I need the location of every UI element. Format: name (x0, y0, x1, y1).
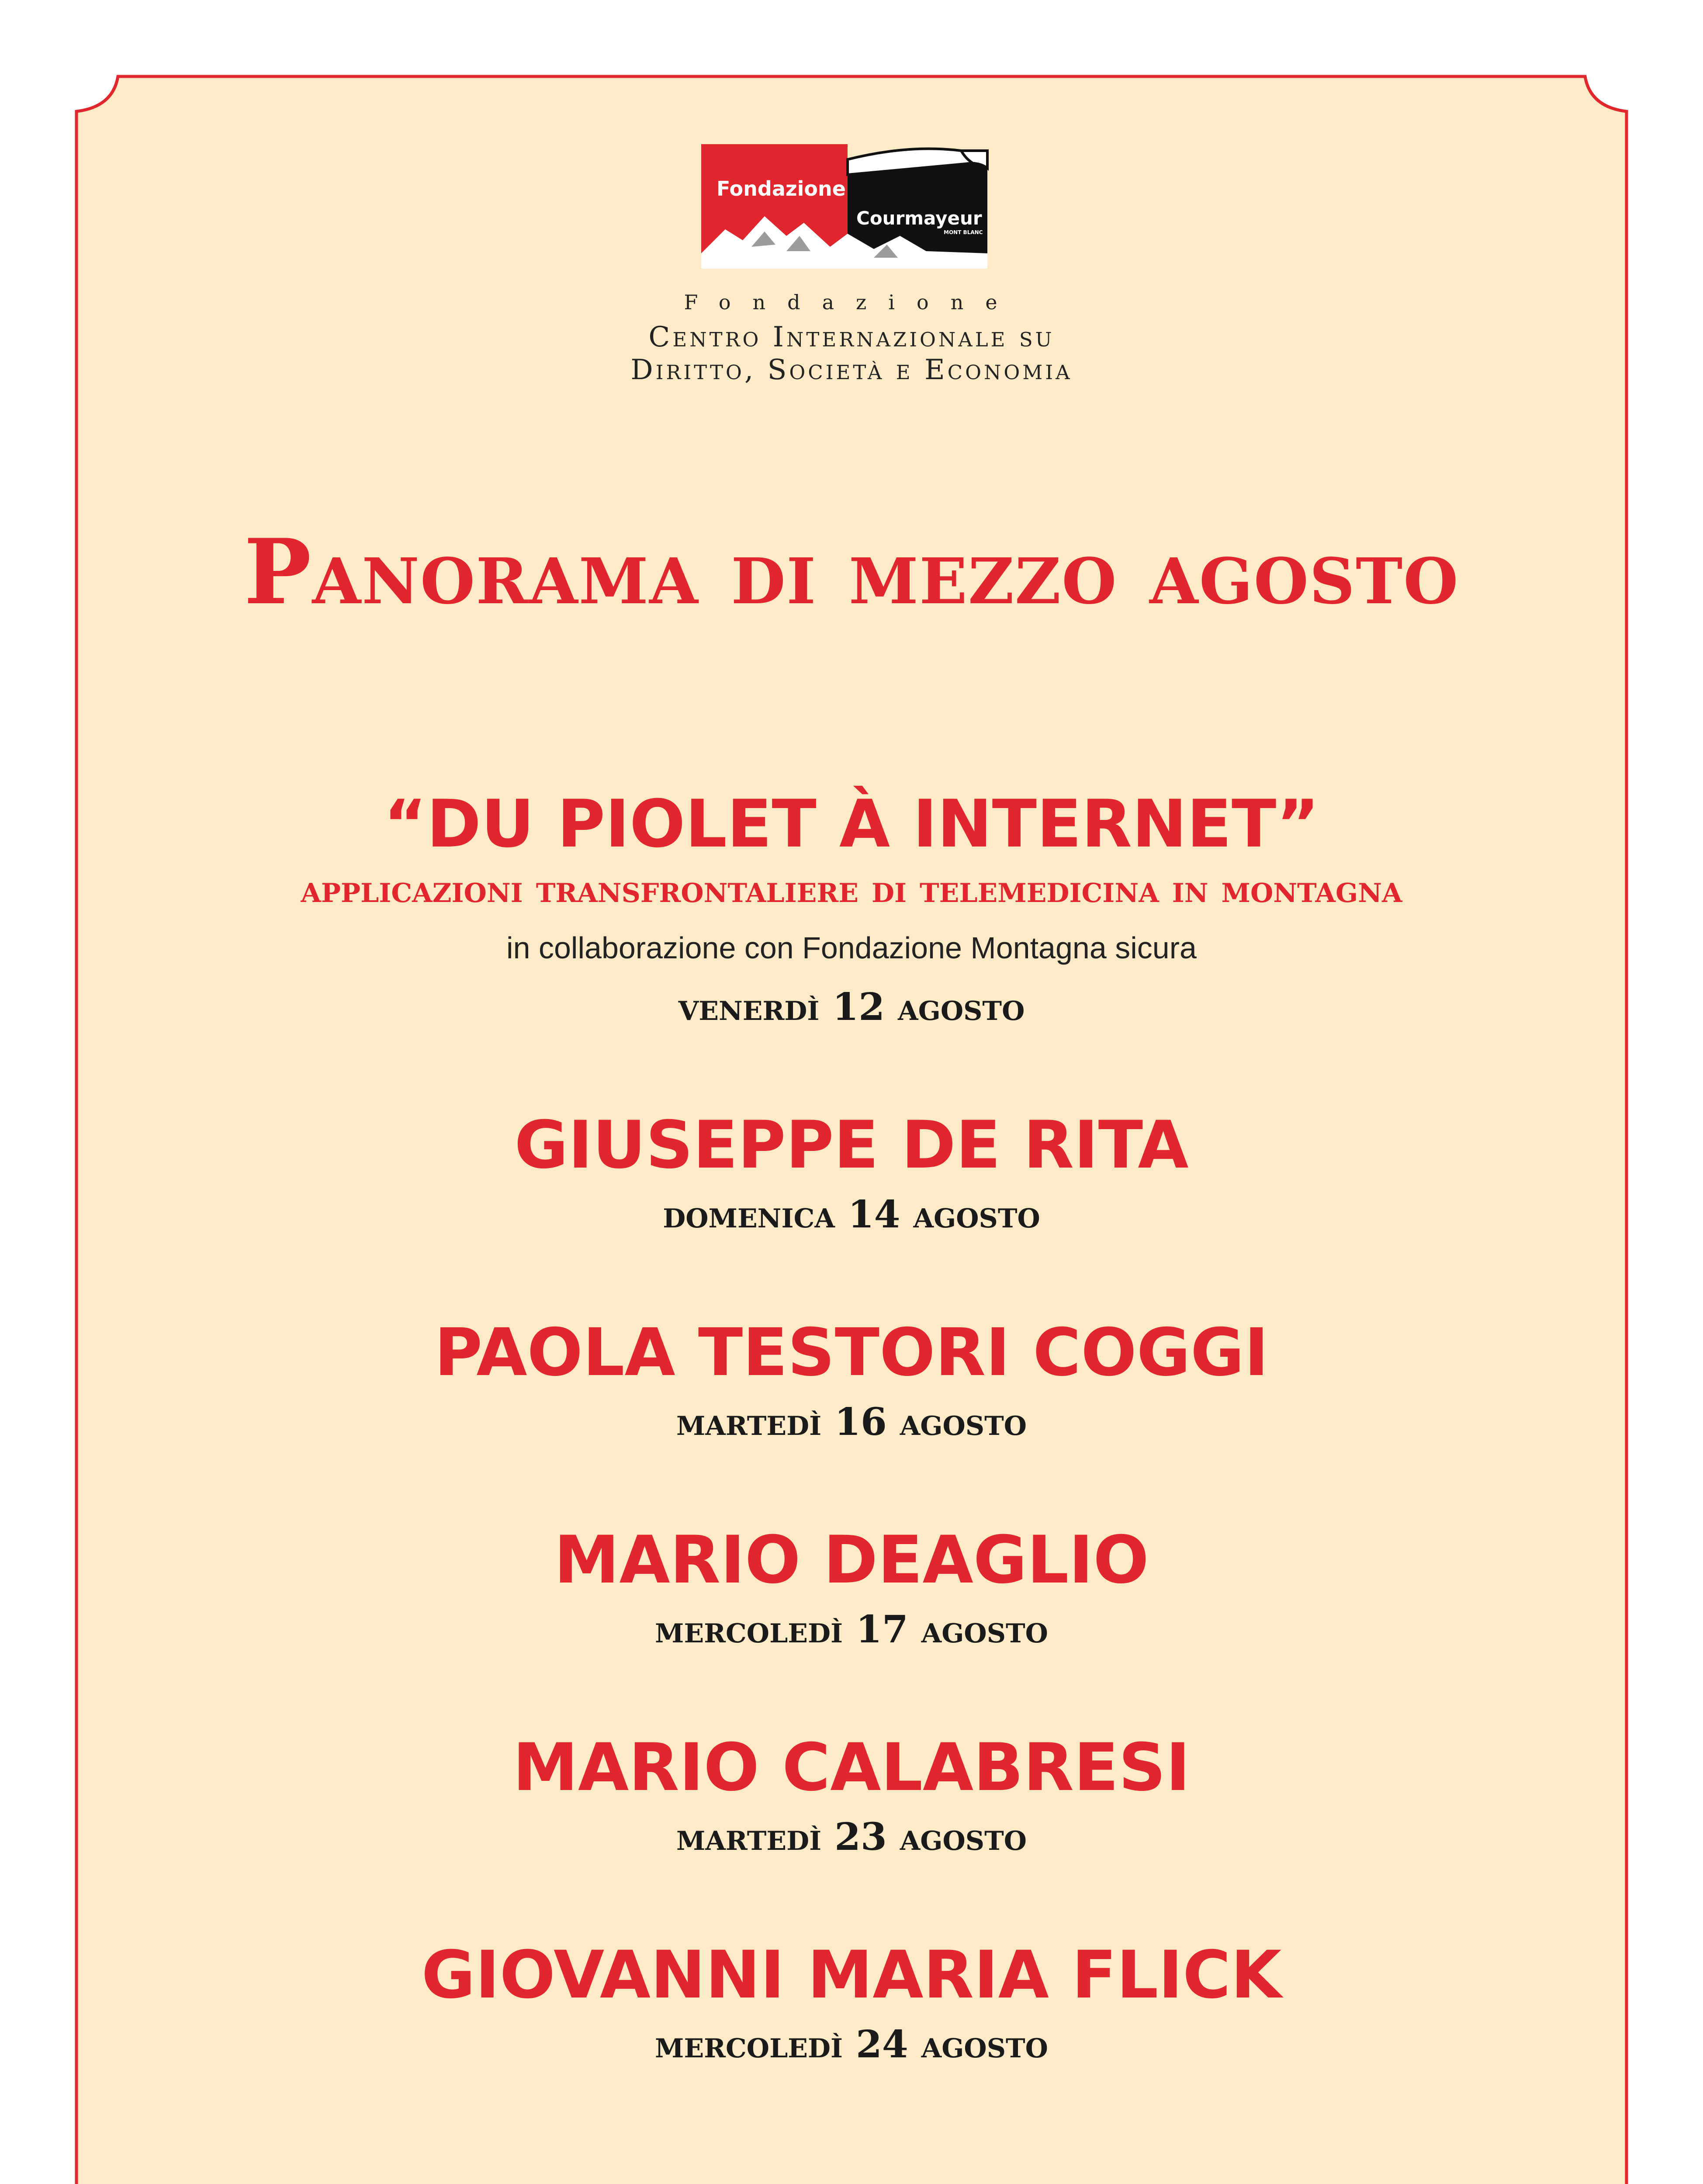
event-title: GIOVANNI MARIA FLICK (421, 1937, 1282, 2013)
event-title: MARIO DEAGLIO (554, 1522, 1149, 1598)
org-line-centro: Centro Internazionale su (648, 321, 1055, 353)
event-title: “DU PIOLET À INTERNET” (384, 786, 1319, 862)
event-date: martedì 16 agosto (676, 1400, 1027, 1444)
fondazione-courmayeur-logo (699, 142, 1005, 273)
logo-text-courmayeur: Courmayeur (856, 207, 982, 229)
poster-title: Panorama di mezzo agosto (244, 520, 1459, 625)
event-title: MARIO CALABRESI (512, 1730, 1191, 1806)
event-date: venerdì 12 agosto (678, 985, 1025, 1029)
event-note: in collaborazione con Fondazione Montagna sicura (506, 931, 1197, 965)
event-date: mercoledì 17 agosto (655, 1607, 1048, 1652)
logo-text-fondazione: Fondazione (717, 177, 846, 200)
event-title: PAOLA TESTORI COGGI (434, 1315, 1269, 1391)
event-subtitle: applicazioni transfrontaliere di telemedicina in montagna (301, 867, 1402, 911)
event-date: domenica 14 agosto (663, 1192, 1040, 1237)
logo-text-montblanc: MONT BLANC (944, 229, 983, 235)
org-line-diritto: Diritto, Società e Economia (630, 354, 1073, 386)
event-date: mercoledì 24 agosto (655, 2022, 1048, 2067)
event-date: martedì 23 agosto (676, 1815, 1027, 1859)
event-title: GIUSEPPE DE RITA (514, 1107, 1189, 1183)
org-line-fondazione: Fondazione (684, 290, 1019, 314)
